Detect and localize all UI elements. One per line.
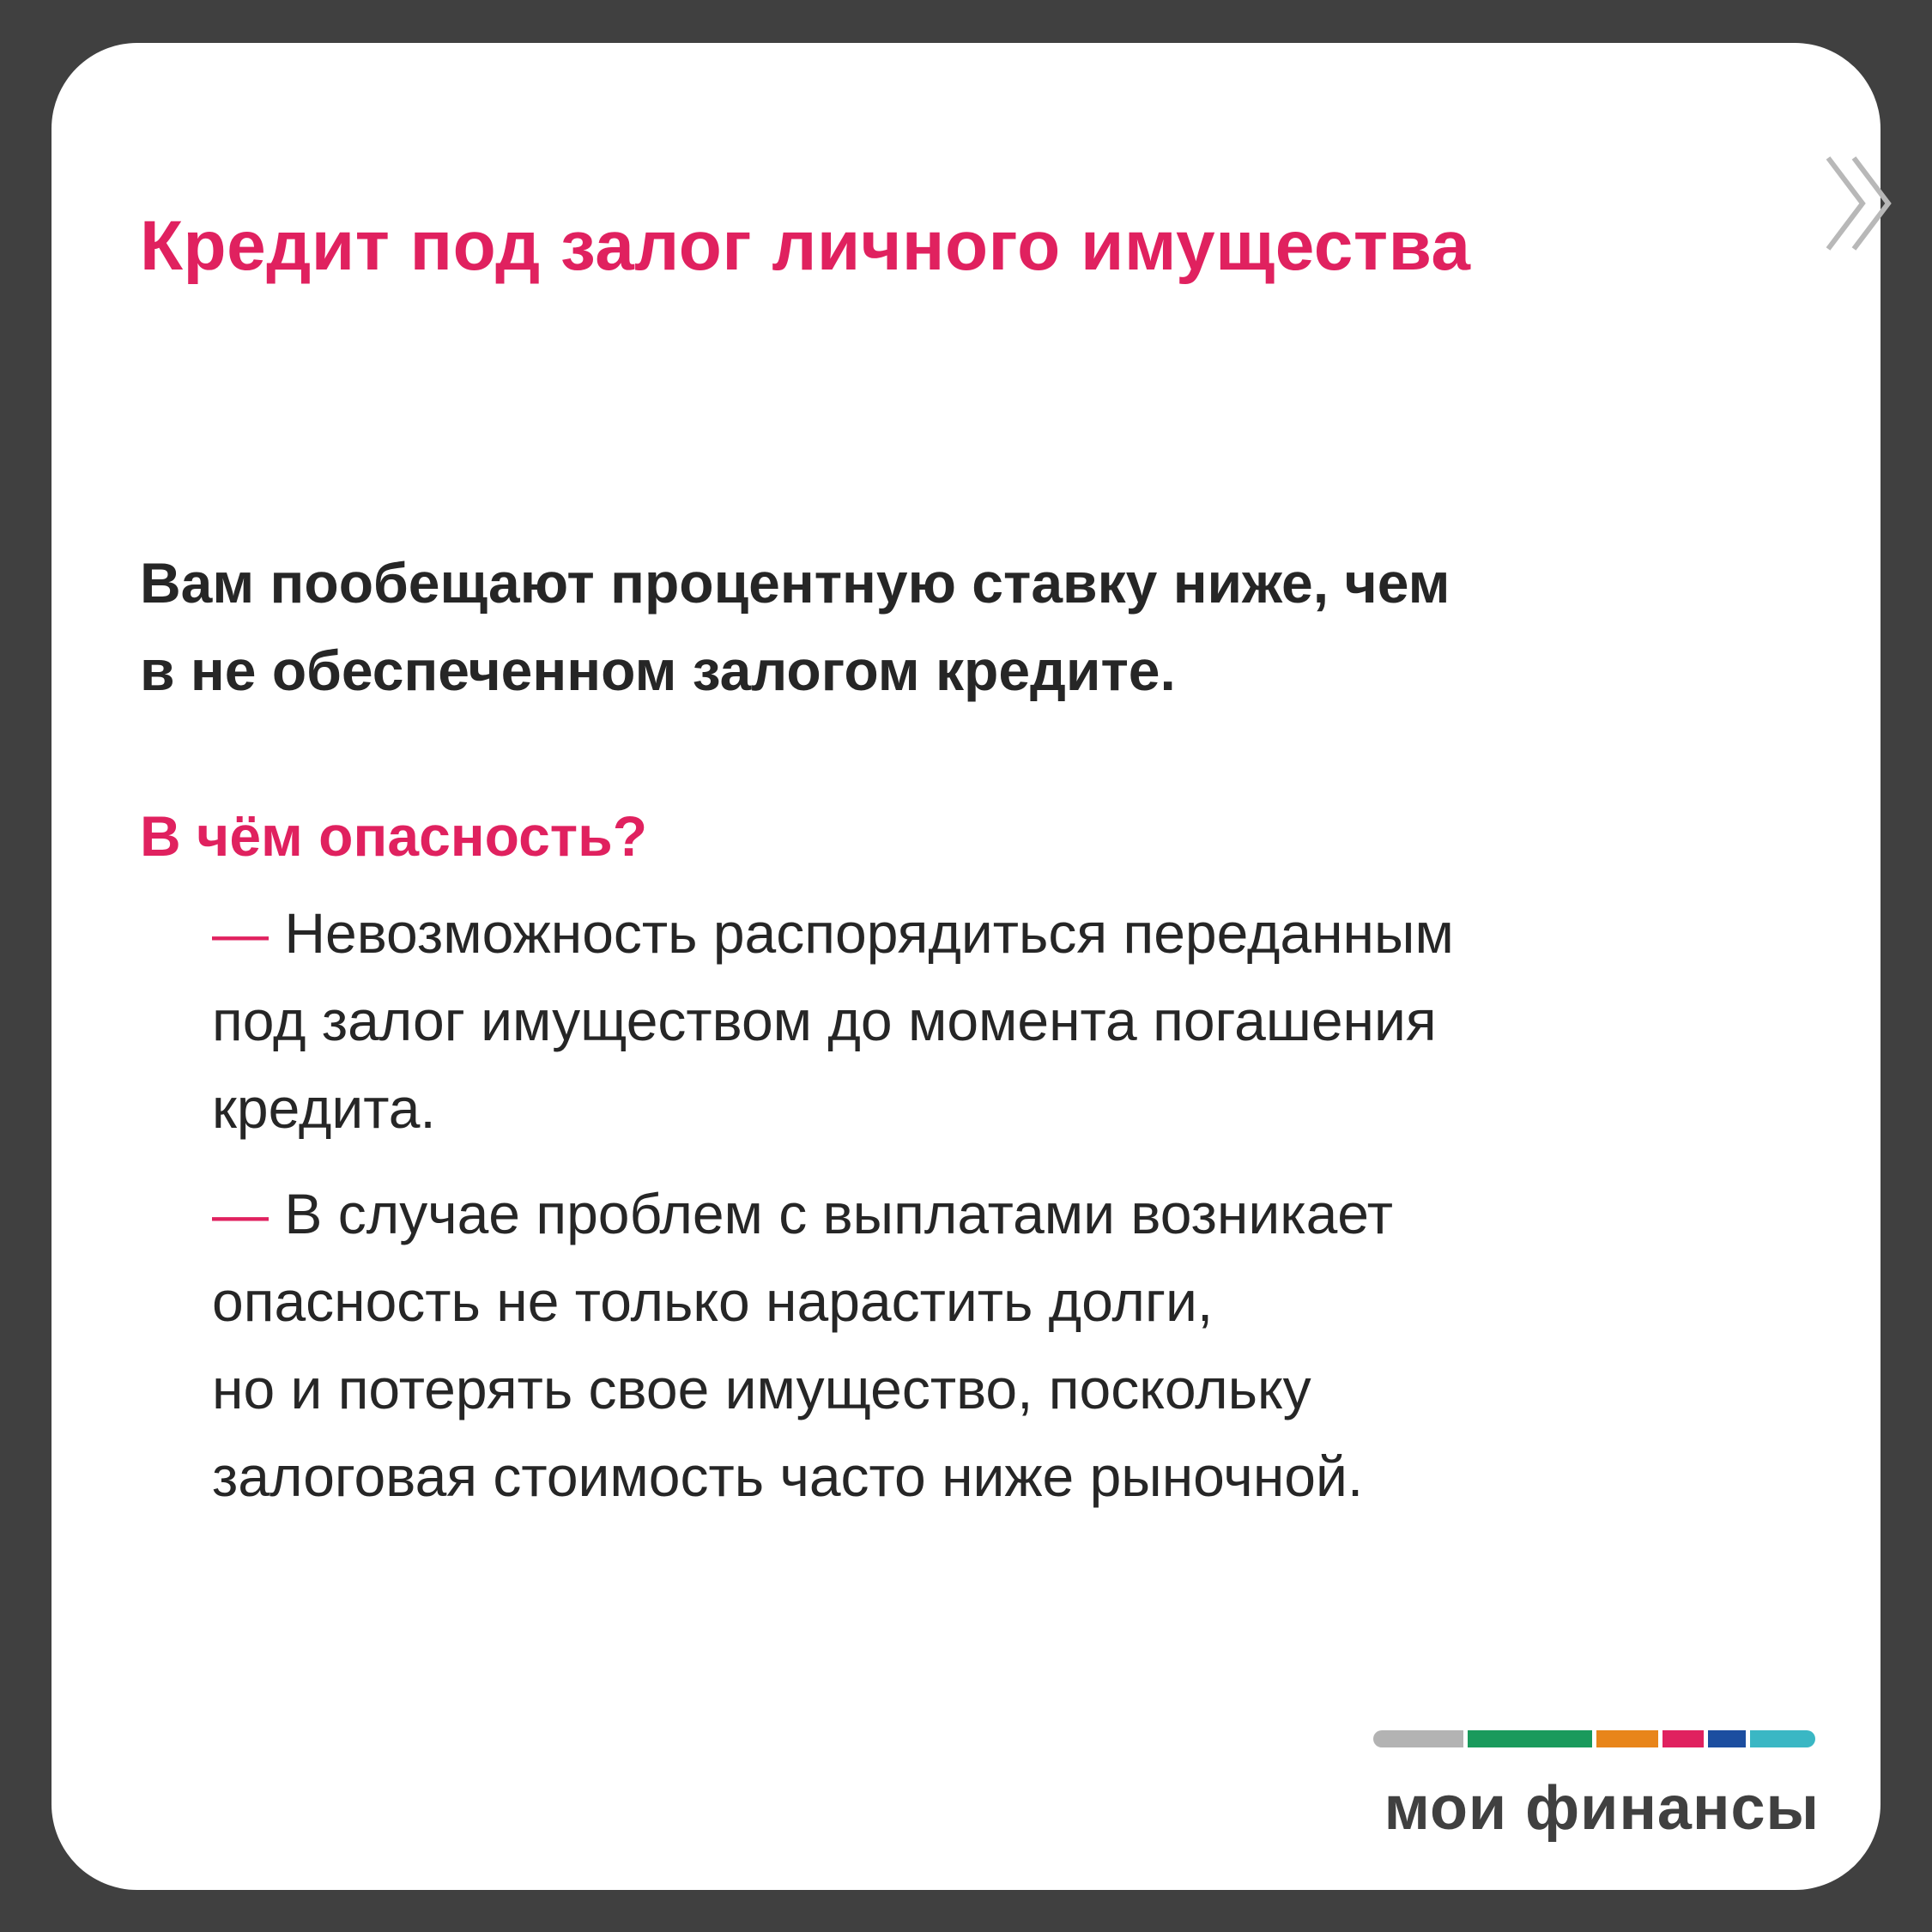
lead-text <box>140 539 1771 714</box>
dash-bullet: — <box>212 901 269 965</box>
risk-line <box>212 1170 1393 1257</box>
stripe-segment <box>1708 1730 1746 1747</box>
danger-heading: В чём опасность? <box>140 804 648 868</box>
risk-line: залоговая стоимость часто ниже рыночной. <box>212 1444 1364 1508</box>
stripe-segment <box>1750 1730 1815 1747</box>
risk-line: но и потерять свое имущество, поскольку <box>212 1357 1311 1420</box>
risk-item <box>212 889 1454 1152</box>
brand-name: мои финансы <box>1384 1774 1820 1843</box>
risk-line: кредита. <box>212 1076 436 1140</box>
slide-card <box>51 43 1881 1890</box>
risk-text: Невозможность распорядиться переданным <box>284 901 1454 965</box>
stripe-segment <box>1468 1730 1592 1747</box>
risk-line <box>212 889 1454 977</box>
stripe-segment <box>1373 1730 1463 1747</box>
double-chevron-right-icon[interactable] <box>1821 153 1899 254</box>
risk-line: под залог имуществом до момента погашения <box>212 989 1437 1052</box>
stripe-segment <box>1662 1730 1704 1747</box>
risk-line: опасность не только нарастить долги, <box>212 1269 1214 1333</box>
risk-item <box>212 1170 1393 1520</box>
slide-title: Кредит под залог личного имущества <box>140 207 1471 285</box>
brand-logo <box>1373 1730 1820 1859</box>
risk-text: В случае проблем с выплатами возникает <box>284 1182 1394 1245</box>
stripe-segment <box>1596 1730 1658 1747</box>
brand-color-stripe <box>1373 1730 1815 1747</box>
lead-line: Вам пообещают процентную ставку ниже, чем <box>140 551 1451 615</box>
dash-bullet: — <box>212 1182 269 1245</box>
lead-line: в не обеспеченном залогом кредите. <box>140 639 1176 702</box>
